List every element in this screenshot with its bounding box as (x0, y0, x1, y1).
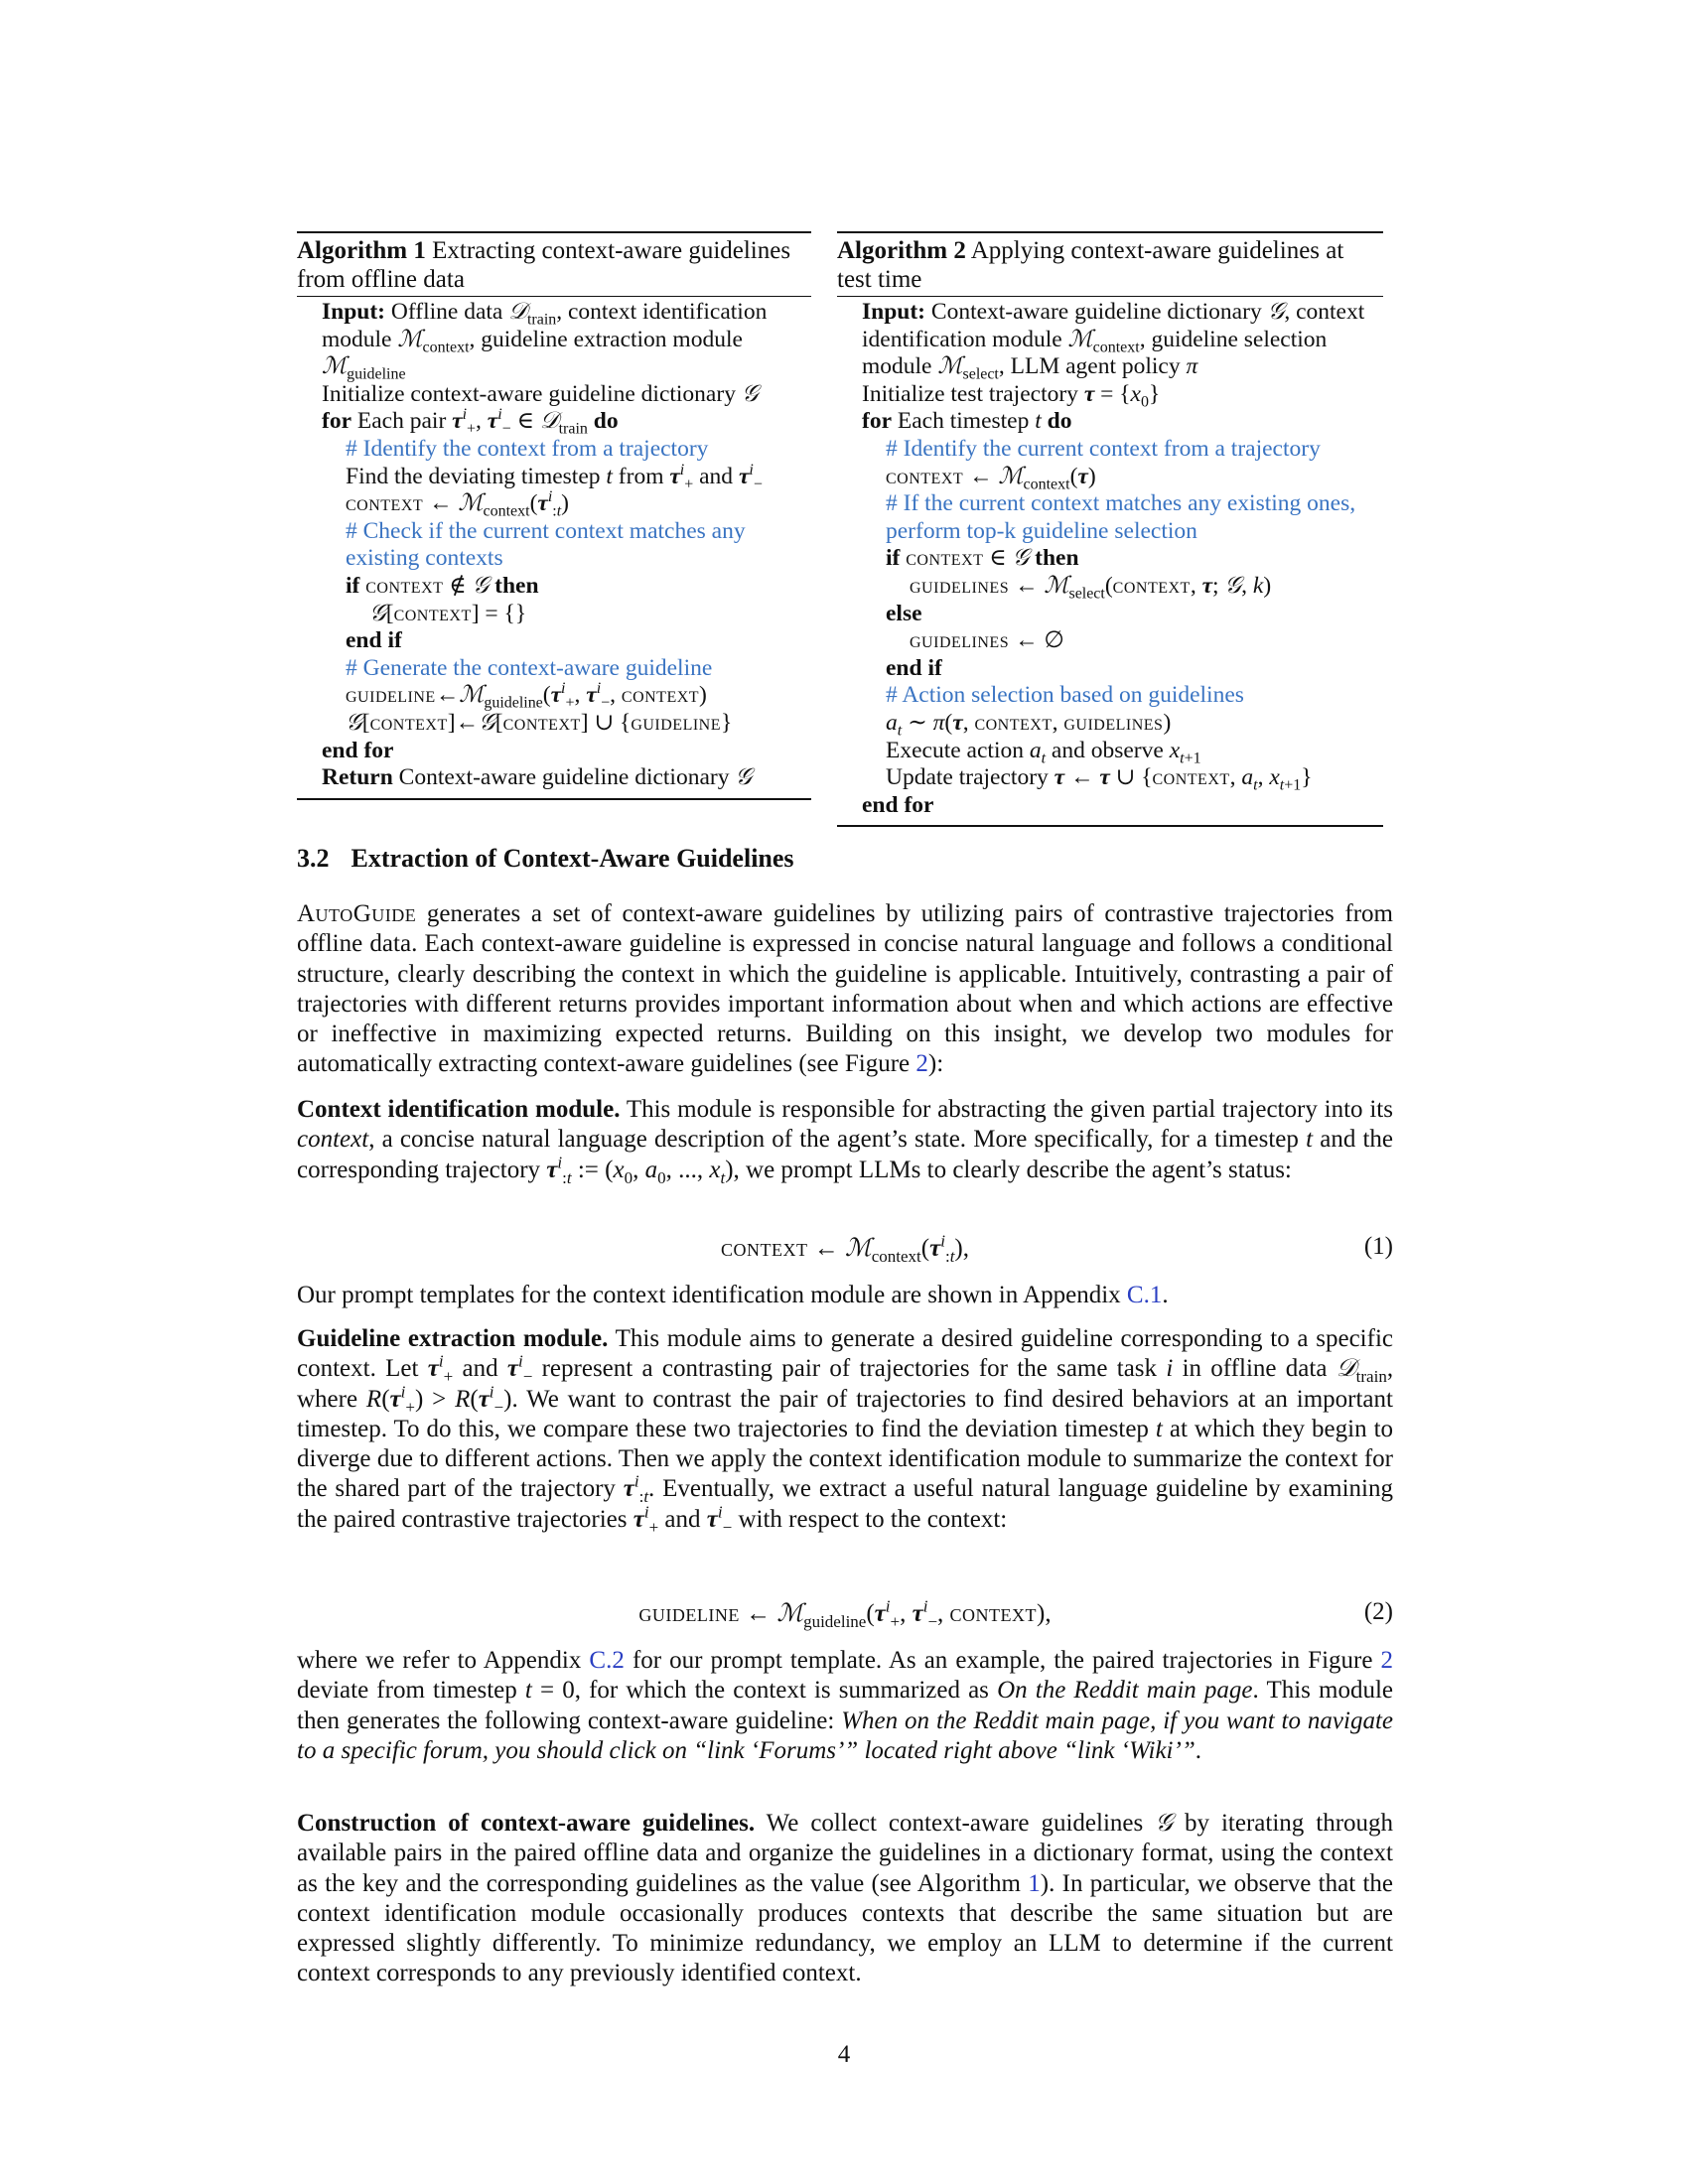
algorithm-line: context ← $ℳ_{context}(\tau^i_{:t})$ (346, 488, 569, 520)
algorithm-line: end if (886, 654, 942, 681)
algorithm-link[interactable]: 1 (1028, 1869, 1041, 1897)
algorithm-line: guidelines ← ℳ$_{select}$(context, τ; 𝒢, k) (910, 572, 1272, 603)
figure-link[interactable]: 2 (1380, 1647, 1394, 1674)
appendix-link[interactable]: C.1 (1126, 1282, 1163, 1308)
algorithm-line: guidelines ← ∅ (910, 627, 1064, 654)
paragraph-construction: Construction of context-aware guidelines. We collect context-aware guidelines 𝒢 by iterating through available pairs in the paired offline data and organize the guidelines in a dictionary format, using the context as the key and the corresponding guidelines as the value (see Algorithm 1). In particular, we observe that the context identification module occasionally produces contexts that describe the same situation but are expressed slightly differently. To minimize redundancy, we employ an LLM to determine if the current context corresponds to any previously identified context. (297, 1810, 1394, 1987)
algorithm-line: Execute action $a_t$ and observe $x_{t+1}$ (886, 737, 1201, 767)
algorithm-input: Input: Offline data 𝒟$_{train}$, context identification module ℳ$_{context}$, guideline extraction module ℳ$_{guideline}$ (322, 299, 768, 383)
algorithm-line: else (886, 600, 922, 626)
algorithm-line: Find the deviating timestep t from $\tau^i_+$ and $\tau^i_-$ (346, 461, 763, 493)
paragraph-intro: AutoGuide generates a set of context-aware guidelines by utilizing pairs of contrastive trajectories from offline data. Each context-aware guideline is expressed in concise natural language and follows a conditional structure, clearly describing the context in which the guideline is applicable. Intuitively, contrasting a pair of trajectories with different returns provides important information about when and which actions are effective or ineffective in maximizing expected returns. Building on this insight, we develop two modules for automatically extracting context-aware guidelines (see Figure 2): (297, 900, 1394, 1078)
section-heading (297, 844, 794, 874)
algorithm-title: Extracting context-aware guidelines from offline data (297, 237, 791, 293)
section-number: 3.2 (297, 844, 330, 873)
algorithm-title: Applying context-aware guidelines at test time (837, 237, 1344, 293)
algorithm-comment: # Generate the context-aware guideline (346, 654, 713, 681)
algorithm-comment: # Action selection based on guidelines (886, 682, 1244, 709)
equation-content: context ← $ℳ_{context}(\tau^i_{:t})$, (721, 1231, 969, 1266)
figure-link[interactable]: 2 (915, 1050, 928, 1078)
algorithm-1 (297, 231, 811, 800)
algorithm-line: Return Context-aware guideline dictionary 𝒢 (322, 764, 753, 791)
algorithm-comment: # Identify the context from a trajectory (346, 435, 709, 462)
algorithm-line: if context ∉ 𝒢 then (346, 572, 539, 599)
paragraph-prompt-templates: Our prompt templates for the context identification module are shown in Appendix C.1. (297, 1282, 1169, 1308)
algorithm-caption (837, 233, 1383, 297)
paragraph-guideline-extraction: Guideline extraction module. This module aims to generate a desired guideline corresponding to a specific context. Let $\tau^i_+$ and $\tau^i_-$ represent a contrasting pair of trajectories for the same task i in offline data 𝒟$_{train}$, where $R(\tau^i_+) > R(\tau^i_-)$. We want to contrast the pair of trajectories to find desired behaviors at an important timestep. To do this, we compare these two trajectories to find the deviation timestep t at which they begin to diverge due to different actions. Then we apply the context identification module to summarize the context for the shared part of the trajectory $\tau^i_{:t}$. Eventually, we extract a useful natural language guideline by examining the paired contrastive trajectories $\tau^i_+$ and $\tau^i_-$ with respect to the context: (297, 1325, 1394, 1537)
section-title: Extraction of Context-Aware Guidelines (351, 844, 794, 873)
algorithm-comment: # Check if the current context matches any existing contexts (346, 517, 746, 572)
algorithm-line: end for (862, 791, 934, 818)
algorithm-line: Update trajectory τ ← τ ∪ {context, $a_t$, $x_{t+1}$} (886, 764, 1313, 794)
algorithm-caption (297, 233, 811, 297)
algorithm-input: Input: Context-aware guideline dictionary 𝒢, context identification module ℳ$_{context}$, guideline selection module ℳ$_{select}$, LLM agent policy π (862, 299, 1365, 383)
paragraph-context-identification: Context identification module. This module is responsible for abstracting the given partial trajectory into its context, a concise natural language description of the agent’s state. More specifically, for a timestep t and the corresponding trajectory $\tau^i_{:t}$ := ($x_0$, $a_0$, ..., $x_t$), we prompt LLMs to clearly describe the agent’s status: (297, 1096, 1394, 1187)
algorithm-line: end if (346, 627, 402, 654)
equation-number: (2) (1363, 1598, 1393, 1625)
algorithm-line: if context ∈ 𝒢 then (886, 545, 1079, 572)
algorithm-body (837, 297, 1383, 827)
algorithm-line: context ← ℳ$_{context}$(τ) (886, 463, 1096, 493)
algorithm-line: for Each pair $\tau^i_+$, $\tau^i_-$ ∈ 𝒟$_{train}$ do (322, 406, 619, 439)
algorithm-line: 𝒢[context]←𝒢[context] ∪ {guideline} (346, 709, 733, 736)
algorithm-line: for Each timestep t do (862, 408, 1072, 435)
algorithm-label: Algorithm 2 (837, 237, 966, 264)
algorithm-line: 𝒢[context] = {} (369, 600, 527, 626)
algorithm-line: $a_t$ ∼ π(τ, context, guidelines) (886, 709, 1172, 740)
algorithm-label: Algorithm 1 (297, 237, 426, 264)
algorithm-2 (837, 231, 1383, 827)
algorithm-body (297, 297, 811, 800)
algorithm-line: end for (322, 737, 394, 763)
autoguide-name: AutoGuide (297, 900, 417, 927)
equation-number: (1) (1363, 1233, 1393, 1260)
paragraph-example: where we refer to Appendix C.2 for our prompt template. As an example, the paired trajectories in Figure 2 deviate from timestep t = 0, for which the context is summarized as On the Reddit main page. This module then generates the following context-aware guideline: When on the Reddit main page, if you want to navigate to a specific forum, you should click on “link ‘Forums’” located right above “link ‘Wiki’”. (297, 1647, 1394, 1764)
algorithm-line: Initialize context-aware guideline dictionary 𝒢 (322, 380, 759, 407)
appendix-link[interactable]: C.2 (589, 1647, 625, 1674)
page-number: 4 (837, 2041, 851, 2068)
algorithm-comment: # If the current context matches any existing ones, perform top-k guideline selection (886, 490, 1356, 544)
algorithm-line: $guideline\leftarrow ℳ_{guideline}(\tau^i_+$, $\tau^i_-$, context) (346, 680, 707, 712)
algorithm-comment: # Identify the current context from a trajectory (886, 435, 1321, 462)
equation-content: guideline ← $ℳ_{guideline}(\tau^i_+$, $\tau^i_-$, context), (638, 1596, 1052, 1631)
algorithm-line: Initialize test trajectory $\tau = \{x_0\}$ (862, 380, 1161, 411)
